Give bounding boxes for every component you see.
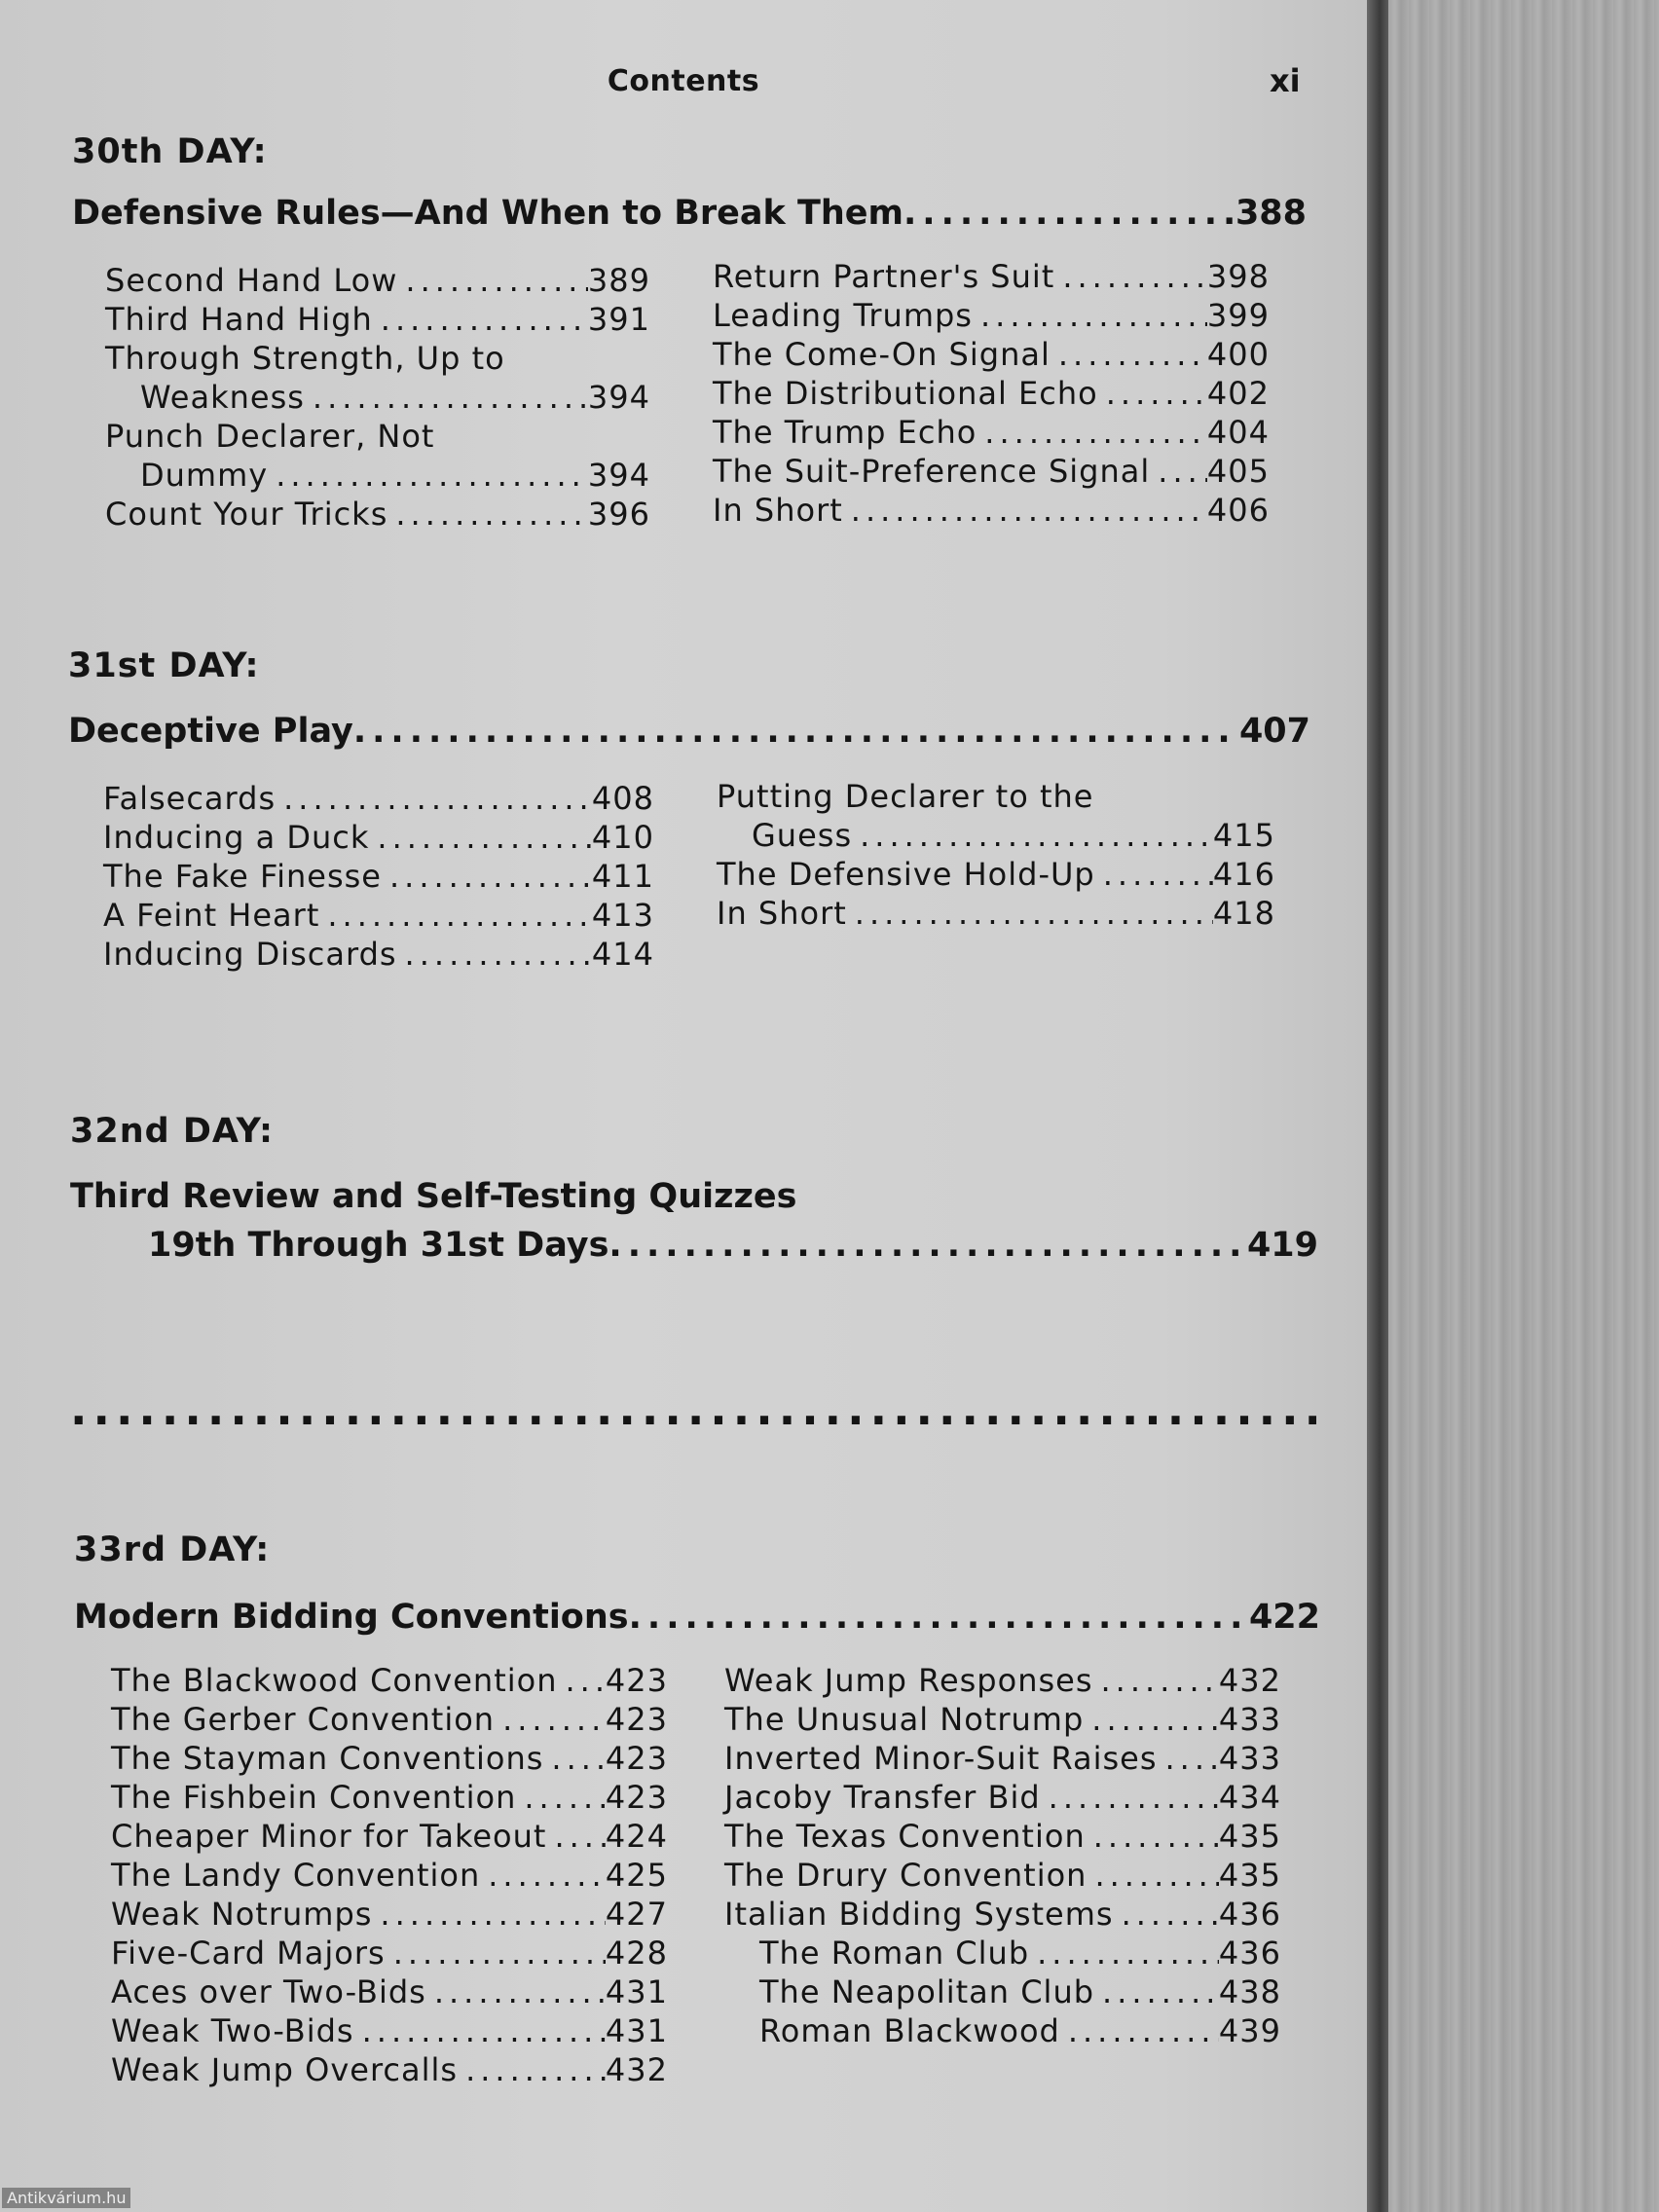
chapter-entry-33[interactable]: [74, 1598, 1320, 1637]
dot-leader: [1106, 374, 1207, 413]
toc-entry-title: The Unusual Notrump: [724, 1701, 1085, 1738]
toc-entry[interactable]: [724, 1700, 1281, 1739]
toc-entry[interactable]: [111, 1661, 668, 1700]
toc-entry-page: 400: [1206, 336, 1270, 373]
toc-entry-page: 423: [605, 1740, 668, 1777]
toc-entry[interactable]: [103, 779, 654, 818]
running-head: Contents: [607, 64, 760, 98]
toc-entry[interactable]: [103, 818, 654, 857]
dot-leader: [855, 894, 1213, 933]
dot-leader: [1058, 335, 1207, 374]
dot-leader: [405, 935, 592, 974]
toc-entry-title: The Stayman Conventions: [111, 1740, 544, 1777]
toc-entry-page: 404: [1206, 414, 1270, 451]
toc-entry[interactable]: [717, 816, 1275, 855]
dot-leader: [903, 197, 1235, 231]
toc-column-left-30: [105, 261, 650, 534]
toc-entry-page: 435: [1218, 1857, 1281, 1894]
toc-entry[interactable]: [724, 1817, 1281, 1856]
dot-leader: [629, 1601, 1249, 1635]
toc-entry-page: 431: [605, 2012, 668, 2049]
toc-entry[interactable]: [713, 257, 1270, 296]
toc-entry[interactable]: [111, 1778, 668, 1817]
toc-entry-page: 432: [1218, 1662, 1281, 1699]
day-heading-32: 32nd DAY:: [70, 1112, 274, 1151]
chapter-page: 422: [1248, 1598, 1320, 1637]
toc-entry[interactable]: [103, 935, 654, 974]
toc-entry-page: 433: [1218, 1740, 1281, 1777]
toc-entry-title: The Gerber Convention: [111, 1701, 496, 1738]
dot-leader: [1049, 1778, 1219, 1817]
toc-entry-page: 389: [587, 262, 650, 299]
toc-entry-page: 411: [591, 858, 654, 895]
chapter-title: Defensive Rules—And When to Break Them: [72, 194, 903, 233]
toc-entry-title: The Landy Convention: [111, 1857, 481, 1894]
chapter-entry-30[interactable]: [72, 194, 1307, 233]
dot-leader: [1062, 257, 1207, 296]
toc-entry-page: 394: [587, 457, 650, 494]
dot-leader: [1103, 855, 1213, 894]
dot-leader: [984, 413, 1207, 452]
chapter-entry-32[interactable]: [148, 1226, 1318, 1265]
toc-entry-title: Weak Notrumps: [111, 1896, 373, 1933]
dot-leader: [1093, 1817, 1219, 1856]
dot-leader: [1037, 1934, 1219, 1972]
dot-leader: [377, 818, 592, 857]
toc-entry-page: 408: [591, 780, 654, 817]
dot-leader: [1094, 1856, 1218, 1895]
day-heading-33: 33rd DAY:: [74, 1530, 271, 1569]
toc-entry-title: The Neapolitan Club: [759, 1973, 1095, 2010]
toc-entry-title: Leading Trumps: [713, 297, 973, 334]
toc-entry-page: 425: [605, 1857, 668, 1894]
toc-entry-page: 413: [591, 897, 654, 934]
toc-entry-page: 416: [1212, 856, 1275, 893]
toc-entry-title: In Short: [713, 492, 843, 529]
toc-entry-title: Roman Blackwood: [759, 2012, 1060, 2049]
dot-leader: [1068, 2011, 1219, 2050]
dot-leader: [380, 1895, 606, 1934]
toc-entry[interactable]: [724, 1661, 1281, 1700]
toc-entry[interactable]: [713, 413, 1270, 452]
dot-leader: [393, 1934, 606, 1972]
toc-entry-page: 438: [1218, 1973, 1281, 2010]
toc-entry-title: Second Hand Low: [105, 262, 398, 299]
toc-entry-page: 418: [1212, 895, 1275, 932]
dot-leader: [465, 2050, 606, 2089]
toc-entry-page: 423: [605, 1662, 668, 1699]
chapter-title-32-line1[interactable]: [70, 1177, 946, 1216]
toc-column-left-33: [111, 1661, 668, 2089]
page-number: xi: [1270, 62, 1301, 99]
toc-entry[interactable]: [713, 335, 1270, 374]
dot-leader: [381, 300, 588, 339]
chapter-title-line2: 19th Through 31st Days: [148, 1226, 609, 1265]
part-entry-iv[interactable]: [70, 1386, 1316, 1431]
toc-entry-title: The Texas Convention: [724, 1818, 1086, 1855]
dot-leader: [524, 1778, 606, 1817]
toc-entry-page: 436: [1218, 1896, 1281, 1933]
toc-entry[interactable]: [105, 456, 650, 495]
toc-entry[interactable]: [103, 857, 654, 896]
toc-entry-title: Guess: [752, 817, 853, 854]
toc-entry[interactable]: [713, 491, 1270, 530]
toc-entry-page: 394: [587, 379, 650, 416]
toc-entry-page: 405: [1206, 453, 1270, 490]
toc-entry[interactable]: [717, 855, 1275, 894]
toc-entry-title: Inducing Discards: [103, 936, 397, 973]
toc-entry-title: Jacoby Transfer Bid: [724, 1779, 1041, 1816]
toc-entry[interactable]: [105, 300, 650, 339]
dot-leader: [851, 491, 1207, 530]
toc-entry[interactable]: [111, 1934, 668, 1972]
chapter-title: Deceptive Play: [68, 712, 353, 751]
dot-leader: [860, 816, 1213, 855]
wooden-background: [1388, 0, 1659, 2212]
toc-entry-title: Third Hand High: [105, 301, 373, 338]
toc-entry[interactable]: [724, 1972, 1281, 2011]
dot-leader: [980, 296, 1207, 335]
toc-entry-title: The Suit-Preference Signal: [713, 453, 1151, 490]
toc-entry-page: 398: [1206, 258, 1270, 295]
toc-entry-title: Weak Jump Responses: [724, 1662, 1093, 1699]
toc-entry-title: The Distributional Echo: [713, 375, 1098, 412]
dot-leader: [283, 779, 592, 818]
dot-leader: [362, 2011, 606, 2050]
chapter-page: 419: [1246, 1226, 1318, 1265]
toc-column-left-31: [103, 779, 654, 974]
dot-leader: [1091, 1700, 1219, 1739]
toc-entry-page: 399: [1206, 297, 1270, 334]
toc-entry-title: Putting Declarer to the: [717, 778, 1094, 815]
toc-entry-title: A Feint Heart: [103, 897, 320, 934]
toc-entry-page: 424: [605, 1818, 668, 1855]
toc-entry-page: 431: [605, 1973, 668, 2010]
toc-entry[interactable]: [724, 2011, 1281, 2050]
toc-entry[interactable]: [105, 417, 650, 456]
toc-entry[interactable]: [717, 777, 1275, 816]
dot-leader: [70, 1386, 1316, 1431]
toc-entry[interactable]: [717, 894, 1275, 933]
toc-entry-title: Cheaper Minor for Takeout: [111, 1818, 547, 1855]
toc-entry-title: The Fishbein Convention: [111, 1779, 517, 1816]
toc-entry-page: 436: [1218, 1935, 1281, 1972]
dot-leader: [1102, 1972, 1219, 2011]
toc-entry[interactable]: [103, 896, 654, 935]
toc-entry-page: 428: [605, 1935, 668, 1972]
toc-entry-title: The Blackwood Convention: [111, 1662, 558, 1699]
watermark: Antikvárium.hu: [2, 2188, 130, 2208]
toc-entry-title: Aces over Two-Bids: [111, 1973, 426, 2010]
dot-leader: [551, 1739, 606, 1778]
toc-entry[interactable]: [111, 1856, 668, 1895]
toc-entry[interactable]: [105, 261, 650, 300]
toc-entry-title: Weakness: [140, 379, 305, 416]
toc-entry-page: 402: [1206, 375, 1270, 412]
toc-entry-page: 391: [587, 301, 650, 338]
toc-entry-title: The Trump Echo: [713, 414, 977, 451]
toc-entry[interactable]: [111, 1817, 668, 1856]
dot-leader: [327, 896, 592, 935]
toc-entry[interactable]: [724, 1934, 1281, 1972]
toc-entry-page: 414: [591, 936, 654, 973]
dot-leader: [434, 1972, 606, 2011]
toc-entry-page: 423: [605, 1701, 668, 1738]
toc-entry-title: Five-Card Majors: [111, 1935, 386, 1972]
toc-entry[interactable]: [111, 2050, 668, 2089]
toc-entry[interactable]: [713, 374, 1270, 413]
toc-column-right-31: [717, 777, 1275, 933]
toc-entry-title: The Fake Finesse: [103, 858, 382, 895]
dot-leader: [1101, 1661, 1219, 1700]
dot-leader: [276, 456, 588, 495]
toc-entry-page: 427: [605, 1896, 668, 1933]
toc-entry-title: Falsecards: [103, 780, 276, 817]
toc-entry[interactable]: [724, 1856, 1281, 1895]
day-heading-30: 30th DAY:: [72, 132, 268, 171]
dot-leader: [488, 1856, 606, 1895]
dot-leader: [554, 1817, 605, 1856]
toc-entry-title: Dummy: [140, 457, 269, 494]
toc-entry-title: In Short: [717, 895, 847, 932]
toc-entry[interactable]: [105, 339, 650, 378]
toc-entry-page: 432: [605, 2051, 668, 2088]
toc-entry-page: 434: [1218, 1779, 1281, 1816]
chapter-page: 388: [1235, 194, 1307, 233]
toc-entry-title: The Drury Convention: [724, 1857, 1088, 1894]
chapter-title: Third Review and Self-Testing Quizzes: [70, 1177, 797, 1216]
toc-entry[interactable]: [724, 1895, 1281, 1934]
toc-entry-title: Return Partner's Suit: [713, 258, 1055, 295]
toc-entry-title: The Defensive Hold-Up: [717, 856, 1095, 893]
day-heading-31: 31st DAY:: [68, 646, 260, 685]
dot-leader: [389, 857, 592, 896]
toc-entry-title: Count Your Tricks: [105, 496, 388, 533]
toc-entry[interactable]: [713, 452, 1270, 491]
toc-entry-title: The Come-On Signal: [713, 336, 1051, 373]
toc-entry-title: Inducing a Duck: [103, 819, 370, 856]
toc-entry-page: 439: [1218, 2012, 1281, 2049]
book-gutter-shadow: [1367, 0, 1388, 2212]
toc-entry-page: 423: [605, 1779, 668, 1816]
toc-entry-title: Weak Jump Overcalls: [111, 2051, 459, 2088]
toc-entry[interactable]: [724, 1778, 1281, 1817]
toc-entry-title: Italian Bidding Systems: [724, 1896, 1114, 1933]
toc-entry-title: Inverted Minor-Suit Raises: [724, 1740, 1158, 1777]
dot-leader: [395, 495, 588, 534]
dot-leader: [405, 261, 588, 300]
dot-leader: [1158, 452, 1207, 491]
toc-entry-page: 410: [591, 819, 654, 856]
toc-entry[interactable]: [111, 1895, 668, 1934]
toc-entry-title: Through Strength, Up to: [105, 340, 505, 377]
toc-column-right-33: [724, 1661, 1281, 2050]
toc-column-right-30: [713, 257, 1270, 530]
toc-entry-page: 435: [1218, 1818, 1281, 1855]
dot-leader: [1122, 1895, 1219, 1934]
dot-leader: [1165, 1739, 1219, 1778]
dot-leader: [502, 1700, 606, 1739]
toc-entry[interactable]: [105, 495, 650, 534]
chapter-entry-31[interactable]: [68, 712, 1310, 751]
dot-leader: [353, 715, 1239, 749]
toc-entry[interactable]: [111, 1739, 668, 1778]
toc-entry-page: 406: [1206, 492, 1270, 529]
toc-entry[interactable]: [105, 378, 650, 417]
dot-leader: [565, 1661, 605, 1700]
dot-leader: [313, 378, 588, 417]
toc-entry[interactable]: [111, 2011, 668, 2050]
chapter-title: Modern Bidding Conventions: [74, 1598, 629, 1637]
toc-entry-title: Punch Declarer, Not: [105, 418, 435, 455]
toc-entry[interactable]: [724, 1739, 1281, 1778]
dot-leader: [608, 1229, 1247, 1263]
toc-entry-page: 433: [1218, 1701, 1281, 1738]
toc-entry-page: 396: [587, 496, 650, 533]
toc-entry[interactable]: [111, 1972, 668, 2011]
chapter-page: 407: [1238, 712, 1310, 751]
toc-entry[interactable]: [713, 296, 1270, 335]
toc-entry-title: The Roman Club: [759, 1935, 1030, 1972]
toc-entry[interactable]: [111, 1700, 668, 1739]
toc-entry-title: Weak Two-Bids: [111, 2012, 354, 2049]
toc-entry-page: 415: [1212, 817, 1275, 854]
